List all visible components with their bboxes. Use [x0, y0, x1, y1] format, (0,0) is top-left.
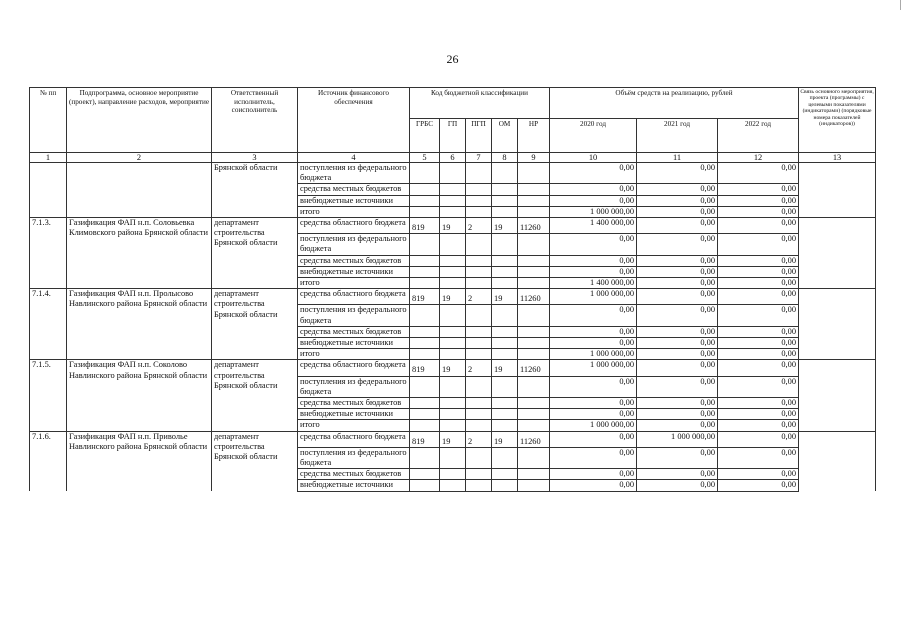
col-number: 8: [492, 153, 518, 163]
amount-2020: 0,00: [550, 480, 637, 491]
amount-2022: 0,00: [718, 184, 799, 195]
source-label: средства местных бюджетов: [298, 255, 410, 266]
code-om: 19: [492, 289, 518, 305]
header-event: Подпрограмма, основное мероприятие (проект), направление расходов, мероприятие: [67, 88, 212, 153]
amount-2022: 0,00: [718, 234, 799, 255]
col-number: 13: [799, 153, 876, 163]
amount-2020: 0,00: [550, 234, 637, 255]
source-label: итого: [298, 420, 410, 431]
code-grbs: 819: [410, 431, 440, 447]
amount-2022: 0,00: [718, 195, 799, 206]
continuation-block: [30, 163, 876, 218]
source-label: итого: [298, 206, 410, 217]
code-gp: 19: [440, 218, 466, 234]
header-num: № пп: [30, 88, 67, 153]
event-number: 7.1.6.: [30, 431, 67, 491]
amount-2022: 0,00: [718, 349, 799, 360]
col-number: 6: [440, 153, 466, 163]
amount-2021: 0,00: [637, 234, 718, 255]
amount-2022: 0,00: [718, 305, 799, 326]
amount-2022: 0,00: [718, 289, 799, 305]
amount-2022: 0,00: [718, 431, 799, 447]
edge-mark: [900, 0, 901, 10]
source-label: поступления из федерального бюджета: [298, 376, 410, 397]
responsible: Брянской области: [212, 163, 298, 218]
code-np: 11260: [518, 289, 550, 305]
code-gp: 19: [440, 289, 466, 305]
amount-2020: 0,00: [550, 184, 637, 195]
amount-2021: 0,00: [637, 409, 718, 420]
source-label: средства областного бюджета: [298, 218, 410, 234]
source-label: внебюджетные источники: [298, 266, 410, 277]
indicator-cell: [799, 360, 876, 431]
amount-2022: 0,00: [718, 326, 799, 337]
amount-2020: 1 000 000,00: [550, 206, 637, 217]
amount-2020: 0,00: [550, 195, 637, 206]
amount-2020: 0,00: [550, 431, 637, 447]
source-label: средства местных бюджетов: [298, 184, 410, 195]
page-number: 26: [446, 52, 459, 66]
amount-2021: 0,00: [637, 195, 718, 206]
amount-2022: 0,00: [718, 447, 799, 468]
source-label: внебюджетные источники: [298, 409, 410, 420]
column-numbers-row: [30, 153, 876, 163]
code-gp: 19: [440, 431, 466, 447]
amount-2021: 0,00: [637, 289, 718, 305]
col-number: 9: [518, 153, 550, 163]
col-number: 7: [466, 153, 492, 163]
code-pgp: 2: [466, 289, 492, 305]
col-number: 11: [637, 153, 718, 163]
code-om: 19: [492, 360, 518, 376]
event-name: Газификация ФАП н.п. Приволье Навлинского района Брянской области: [67, 431, 212, 491]
source-label: средства областного бюджета: [298, 289, 410, 305]
amount-2021: 0,00: [637, 338, 718, 349]
amount-2022: 0,00: [718, 163, 799, 184]
amount-2022: 0,00: [718, 420, 799, 431]
amount-2020: 0,00: [550, 447, 637, 468]
header-money: Объём средств на реализацию, рублей: [550, 88, 799, 119]
amount-2022: 0,00: [718, 206, 799, 217]
amount-2021: 0,00: [637, 360, 718, 376]
header-grbs: ГРБС: [410, 119, 440, 153]
event-number: 7.1.5.: [30, 360, 67, 431]
amount-2022: 0,00: [718, 480, 799, 491]
code-pgp: 2: [466, 218, 492, 234]
amount-2021: 0,00: [637, 398, 718, 409]
amount-2022: 0,00: [718, 376, 799, 397]
amount-2021: 0,00: [637, 447, 718, 468]
amount-2021: 0,00: [637, 469, 718, 480]
table-row: [30, 218, 876, 234]
code-np: 11260: [518, 360, 550, 376]
amount-2020: 0,00: [550, 266, 637, 277]
amount-2021: 0,00: [637, 326, 718, 337]
amount-2020: 0,00: [550, 469, 637, 480]
code-pgp: 2: [466, 431, 492, 447]
header-2020: 2020 год: [550, 119, 637, 153]
col-number: 3: [212, 153, 298, 163]
responsible: департамент строительства Брянской области: [212, 218, 298, 289]
header-2021: 2021 год: [637, 119, 718, 153]
amount-2020: 0,00: [550, 376, 637, 397]
source-label: итого: [298, 278, 410, 289]
source-label: средства местных бюджетов: [298, 326, 410, 337]
budget-table: [29, 87, 876, 492]
col-number: 1: [30, 153, 67, 163]
amount-2021: 0,00: [637, 349, 718, 360]
source-label: поступления из федерального бюджета: [298, 234, 410, 255]
source-label: поступления из федерального бюджета: [298, 163, 410, 184]
source-label: итого: [298, 349, 410, 360]
amount-2020: 1 000 000,00: [550, 289, 637, 305]
event-block-7-1-6: [30, 431, 876, 491]
indicator-cell: [799, 163, 876, 218]
source-label: внебюджетные источники: [298, 480, 410, 491]
amount-2022: 0,00: [718, 266, 799, 277]
amount-2022: 0,00: [718, 278, 799, 289]
amount-2021: 0,00: [637, 218, 718, 234]
amount-2022: 0,00: [718, 409, 799, 420]
amount-2020: 0,00: [550, 398, 637, 409]
event-number: 7.1.3.: [30, 218, 67, 289]
code-om: 19: [492, 431, 518, 447]
col-number: 12: [718, 153, 799, 163]
amount-2020: 1 000 000,00: [550, 420, 637, 431]
code-gp: 19: [440, 360, 466, 376]
amount-2020: 1 400 000,00: [550, 278, 637, 289]
header-gp: ГП: [440, 119, 466, 153]
event-block-7-1-3: [30, 218, 876, 289]
header-np: НР: [518, 119, 550, 153]
amount-2021: 0,00: [637, 255, 718, 266]
header-source: Источник финансового обеспечения: [298, 88, 410, 153]
source-label: поступления из федерального бюджета: [298, 305, 410, 326]
header-2022: 2022 год: [718, 119, 799, 153]
amount-2021: 0,00: [637, 305, 718, 326]
amount-2022: 0,00: [718, 255, 799, 266]
amount-2022: 0,00: [718, 398, 799, 409]
source-label: внебюджетные источники: [298, 338, 410, 349]
amount-2022: 0,00: [718, 360, 799, 376]
col-number: 10: [550, 153, 637, 163]
header-pgp: ПГП: [466, 119, 492, 153]
table-row: [30, 163, 876, 184]
col-number: 5: [410, 153, 440, 163]
amount-2020: 0,00: [550, 255, 637, 266]
event-block-7-1-5: [30, 360, 876, 431]
source-label: внебюджетные источники: [298, 195, 410, 206]
amount-2020: 0,00: [550, 409, 637, 420]
code-grbs: 819: [410, 360, 440, 376]
amount-2020: 0,00: [550, 338, 637, 349]
code-om: 19: [492, 218, 518, 234]
amount-2020: 0,00: [550, 305, 637, 326]
event-name: Газификация ФАП н.п. Соколово Навлинского района Брянской области: [67, 360, 212, 431]
amount-2021: 0,00: [637, 184, 718, 195]
source-label: средства местных бюджетов: [298, 469, 410, 480]
responsible: департамент строительства Брянской области: [212, 360, 298, 431]
header-responsible: Ответственный исполнитель, соисполнитель: [212, 88, 298, 153]
amount-2021: 0,00: [637, 278, 718, 289]
amount-2021: 0,00: [637, 206, 718, 217]
amount-2021: 1 000 000,00: [637, 431, 718, 447]
table-row: [30, 431, 876, 447]
amount-2021: 0,00: [637, 163, 718, 184]
code-np: 11260: [518, 431, 550, 447]
amount-2021: 0,00: [637, 420, 718, 431]
amount-2020: 1 000 000,00: [550, 349, 637, 360]
amount-2021: 0,00: [637, 480, 718, 491]
source-label: поступления из федерального бюджета: [298, 447, 410, 468]
event-name: Газификация ФАП н.п. Пролысово Навлинского района Брянской области: [67, 289, 212, 360]
header-om: ОМ: [492, 119, 518, 153]
amount-2020: 0,00: [550, 163, 637, 184]
source-label: средства местных бюджетов: [298, 398, 410, 409]
indicator-cell: [799, 431, 876, 491]
amount-2020: 1 400 000,00: [550, 218, 637, 234]
responsible: департамент строительства Брянской области: [212, 289, 298, 360]
amount-2022: 0,00: [718, 338, 799, 349]
table-row: [30, 289, 876, 305]
code-pgp: 2: [466, 360, 492, 376]
indicator-cell: [799, 289, 876, 360]
code-grbs: 819: [410, 218, 440, 234]
code-np: 11260: [518, 218, 550, 234]
code-grbs: 819: [410, 289, 440, 305]
amount-2022: 0,00: [718, 218, 799, 234]
event-block-7-1-4: [30, 289, 876, 360]
col-number: 2: [67, 153, 212, 163]
header-indicators: Связь основного мероприятия, проекта (программы) с целевыми показателями (индикаторами) (порядковые номера показателей (индикаторов)): [799, 88, 876, 153]
source-label: средства областного бюджета: [298, 431, 410, 447]
amount-2020: 1 000 000,00: [550, 360, 637, 376]
amount-2021: 0,00: [637, 376, 718, 397]
event-number: 7.1.4.: [30, 289, 67, 360]
amount-2021: 0,00: [637, 266, 718, 277]
table-row: [30, 360, 876, 376]
event-name: Газификация ФАП н.п. Соловьевка Климовского района Брянской области: [67, 218, 212, 289]
responsible: департамент строительства Брянской области: [212, 431, 298, 491]
amount-2022: 0,00: [718, 469, 799, 480]
col-number: 4: [298, 153, 410, 163]
indicator-cell: [799, 218, 876, 289]
source-label: средства областного бюджета: [298, 360, 410, 376]
amount-2020: 0,00: [550, 326, 637, 337]
header-budget-code: Код бюджетной классификации: [410, 88, 550, 119]
